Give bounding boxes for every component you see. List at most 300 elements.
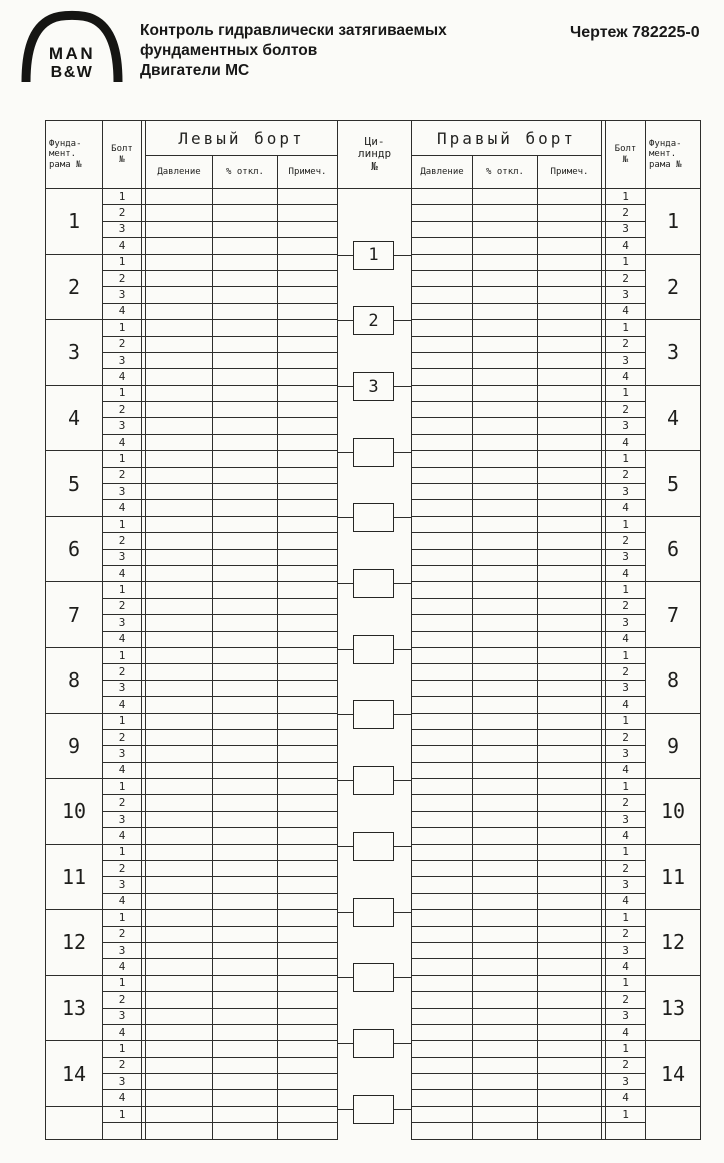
bolt-number-cell-right: 3 (606, 680, 646, 696)
bolt-number-cell-right: 2 (606, 598, 646, 614)
left-remarks-cell (278, 500, 338, 516)
bolt-number-cell-left: 4 (103, 631, 142, 647)
frame-number-cell-left: 5 (46, 451, 103, 517)
left-pressure-cell (146, 484, 213, 500)
bolt-number-cell-left: 1 (103, 844, 142, 860)
bolt-number-cell-left: 2 (103, 926, 142, 942)
left-remarks-cell (278, 565, 338, 581)
right-remarks-cell (538, 254, 602, 270)
right-pressure-cell (412, 631, 473, 647)
left-remarks-cell (278, 828, 338, 844)
bolt-number-cell-left: 4 (103, 959, 142, 975)
bolt-number-cell-left: 3 (103, 746, 142, 762)
right-pressure-cell (412, 221, 473, 237)
right-deviation-cell (473, 1123, 538, 1139)
left-remarks-cell (278, 189, 338, 205)
right-deviation-cell (473, 320, 538, 336)
right-deviation-cell (473, 270, 538, 286)
right-remarks-cell (538, 992, 602, 1008)
bolt-number-cell-left: 1 (103, 910, 142, 926)
right-deviation-cell (473, 434, 538, 450)
left-deviation-cell (213, 631, 278, 647)
left-pressure-cell (146, 992, 213, 1008)
bolt-number-cell-left: 4 (103, 500, 142, 516)
bolt-number-cell-right: 2 (606, 926, 646, 942)
bolt-number-cell-left: 2 (103, 270, 142, 286)
left-deviation-cell (213, 680, 278, 696)
bolt-number-cell-right: 4 (606, 434, 646, 450)
right-deviation-cell (473, 1057, 538, 1073)
bolt-number-cell-right: 3 (606, 942, 646, 958)
right-deviation-cell (473, 565, 538, 581)
right-remarks-cell (538, 1106, 602, 1122)
left-remarks-cell (278, 811, 338, 827)
right-deviation-cell (473, 1024, 538, 1040)
right-deviation-cell (473, 533, 538, 549)
bolt-number-cell-left: 1 (103, 451, 142, 467)
bolt-number-cell-right: 1 (606, 713, 646, 729)
bolt-number-cell-left: 3 (103, 352, 142, 368)
left-remarks-cell (278, 664, 338, 680)
right-pressure-cell (412, 516, 473, 532)
left-pressure-cell (146, 369, 213, 385)
left-deviation-cell (213, 467, 278, 483)
left-pressure-cell (146, 467, 213, 483)
right-pressure-cell (412, 369, 473, 385)
bolt-number-cell-left: 3 (103, 549, 142, 565)
left-remarks-cell (278, 631, 338, 647)
bolt-number-cell-left: 1 (103, 320, 142, 336)
left-deviation-cell (213, 549, 278, 565)
left-pressure-cell (146, 549, 213, 565)
frame-number-cell-left: 1 (46, 189, 103, 255)
bolt-number-cell-right: 3 (606, 615, 646, 631)
cylinder-header-line: линдр (357, 147, 392, 161)
bolt-number-cell-left: 3 (103, 877, 142, 893)
left-pressure-cell (146, 861, 213, 877)
left-deviation-cell (213, 254, 278, 270)
right-remarks-cell (538, 1041, 602, 1057)
col-header-left-side: Левый борт (146, 121, 338, 156)
frame-header-line: рама № (649, 159, 682, 170)
col-header-pressure-right: Давление (412, 156, 473, 189)
bolt-number-cell-left: 4 (103, 434, 142, 450)
bolt-number-cell-left: 1 (103, 516, 142, 532)
left-pressure-cell (146, 877, 213, 893)
right-remarks-cell (538, 320, 602, 336)
right-pressure-cell (412, 910, 473, 926)
left-pressure-cell (146, 664, 213, 680)
bolt-number-cell-right: 1 (606, 451, 646, 467)
left-remarks-cell (278, 893, 338, 909)
bolt-number-cell-left: 4 (103, 697, 142, 713)
right-remarks-cell (538, 287, 602, 303)
bolt-number-cell-left: 1 (103, 189, 142, 205)
left-deviation-cell (213, 336, 278, 352)
right-pressure-cell (412, 762, 473, 778)
left-pressure-cell (146, 254, 213, 270)
cylinder-number-box-empty (353, 766, 394, 795)
bolt-number-cell-left: 2 (103, 861, 142, 877)
right-deviation-cell (473, 189, 538, 205)
left-deviation-cell (213, 942, 278, 958)
bolt-number-cell-left: 1 (103, 975, 142, 991)
bolt-number-cell-left: 2 (103, 402, 142, 418)
right-deviation-cell (473, 959, 538, 975)
left-remarks-cell (278, 467, 338, 483)
right-remarks-cell (538, 369, 602, 385)
left-pressure-cell (146, 910, 213, 926)
left-pressure-cell (146, 811, 213, 827)
bolt-number-cell-right: 2 (606, 664, 646, 680)
bolt-number-cell-right: 4 (606, 893, 646, 909)
right-remarks-cell (538, 582, 602, 598)
left-deviation-cell (213, 484, 278, 500)
bolt-number-cell-right: 1 (606, 975, 646, 991)
right-pressure-cell (412, 1041, 473, 1057)
right-remarks-cell (538, 844, 602, 860)
right-pressure-cell (412, 877, 473, 893)
right-remarks-cell (538, 270, 602, 286)
right-deviation-cell (473, 615, 538, 631)
left-deviation-cell (213, 582, 278, 598)
left-deviation-cell (213, 451, 278, 467)
right-remarks-cell (538, 500, 602, 516)
left-pressure-cell (146, 287, 213, 303)
left-remarks-cell (278, 795, 338, 811)
right-deviation-cell (473, 828, 538, 844)
right-pressure-cell (412, 418, 473, 434)
left-pressure-cell (146, 762, 213, 778)
left-deviation-cell (213, 434, 278, 450)
left-deviation-cell (213, 762, 278, 778)
frame-number-cell-left: 11 (46, 844, 103, 910)
left-pressure-cell (146, 942, 213, 958)
right-pressure-cell (412, 254, 473, 270)
bolt-number-cell-left: 2 (103, 205, 142, 221)
cylinder-number-box: 3 (353, 372, 394, 401)
right-deviation-cell (473, 221, 538, 237)
frame-header-line: мент. (649, 149, 677, 160)
cylinder-number-box-empty (353, 832, 394, 861)
right-deviation-cell (473, 680, 538, 696)
bolt-number-cell-left: 1 (103, 1041, 142, 1057)
col-header-frame-left (46, 121, 103, 189)
right-remarks-cell (538, 779, 602, 795)
right-pressure-cell (412, 746, 473, 762)
bolt-number-cell-left: 2 (103, 336, 142, 352)
left-pressure-cell (146, 336, 213, 352)
left-remarks-cell (278, 320, 338, 336)
left-deviation-cell (213, 861, 278, 877)
right-pressure-cell (412, 811, 473, 827)
left-remarks-cell (278, 647, 338, 663)
left-remarks-cell (278, 1041, 338, 1057)
bolt-number-cell-right: 2 (606, 270, 646, 286)
cylinder-number-box-empty (353, 569, 394, 598)
left-deviation-cell (213, 320, 278, 336)
bolt-number-cell-left: 4 (103, 1024, 142, 1040)
right-deviation-cell (473, 549, 538, 565)
left-deviation-cell (213, 565, 278, 581)
right-remarks-cell (538, 598, 602, 614)
bolt-number-cell-left: 3 (103, 811, 142, 827)
left-remarks-cell (278, 1008, 338, 1024)
left-pressure-cell (146, 926, 213, 942)
right-deviation-cell (473, 697, 538, 713)
right-pressure-cell (412, 680, 473, 696)
left-deviation-cell (213, 828, 278, 844)
bolt-number-cell-left: 2 (103, 664, 142, 680)
bolt-number-cell-left: 1 (103, 647, 142, 663)
bolt-number-cell-right: 2 (606, 992, 646, 1008)
right-deviation-cell (473, 795, 538, 811)
right-pressure-cell (412, 1123, 473, 1139)
right-remarks-cell (538, 434, 602, 450)
right-remarks-cell (538, 959, 602, 975)
left-remarks-cell (278, 582, 338, 598)
right-deviation-cell (473, 1090, 538, 1106)
left-pressure-cell (146, 189, 213, 205)
bolt-number-cell-right: 2 (606, 1057, 646, 1073)
left-pressure-cell (146, 565, 213, 581)
right-remarks-cell (538, 762, 602, 778)
right-pressure-cell (412, 287, 473, 303)
bolt-number-cell-left: 3 (103, 484, 142, 500)
left-remarks-cell (278, 303, 338, 319)
right-deviation-cell (473, 1008, 538, 1024)
cylinder-number-box-empty (353, 1095, 394, 1124)
bolt-number-cell-left: 3 (103, 942, 142, 958)
right-remarks-cell (538, 1008, 602, 1024)
left-deviation-cell (213, 385, 278, 401)
right-deviation-cell (473, 467, 538, 483)
left-pressure-cell (146, 205, 213, 221)
logo-text-bw: B&W (50, 64, 94, 81)
right-remarks-cell (538, 467, 602, 483)
right-pressure-cell (412, 598, 473, 614)
right-remarks-cell (538, 615, 602, 631)
left-remarks-cell (278, 713, 338, 729)
bolt-number-cell-right: 2 (606, 533, 646, 549)
bolt-number-cell-right: 3 (606, 811, 646, 827)
right-pressure-cell (412, 1090, 473, 1106)
right-deviation-cell (473, 205, 538, 221)
col-header-cylinder (338, 121, 412, 189)
right-remarks-cell (538, 336, 602, 352)
bolt-number-cell-right: 3 (606, 484, 646, 500)
frame-number-cell-left: 9 (46, 713, 103, 779)
left-remarks-cell (278, 729, 338, 745)
left-remarks-cell (278, 336, 338, 352)
right-deviation-cell (473, 729, 538, 745)
left-remarks-cell (278, 942, 338, 958)
right-pressure-cell (412, 1074, 473, 1090)
left-remarks-cell (278, 779, 338, 795)
left-remarks-cell (278, 910, 338, 926)
left-deviation-cell (213, 713, 278, 729)
right-deviation-cell (473, 369, 538, 385)
left-remarks-cell (278, 352, 338, 368)
right-pressure-cell (412, 484, 473, 500)
left-remarks-cell (278, 1074, 338, 1090)
left-pressure-cell (146, 779, 213, 795)
left-pressure-cell (146, 385, 213, 401)
col-header-pressure-left: Давление (146, 156, 213, 189)
frame-number-cell-right: 8 (646, 647, 701, 713)
left-remarks-cell (278, 697, 338, 713)
right-pressure-cell (412, 402, 473, 418)
frame-number-cell-left (46, 1106, 103, 1139)
bolt-number-cell-right: 2 (606, 336, 646, 352)
left-deviation-cell (213, 746, 278, 762)
right-deviation-cell (473, 631, 538, 647)
right-remarks-cell (538, 811, 602, 827)
right-remarks-cell (538, 746, 602, 762)
left-remarks-cell (278, 385, 338, 401)
bolt-number-cell-left: 1 (103, 254, 142, 270)
right-remarks-cell (538, 795, 602, 811)
left-pressure-cell (146, 451, 213, 467)
left-pressure-cell (146, 1057, 213, 1073)
left-pressure-cell (146, 1090, 213, 1106)
bolt-number-cell-right: 4 (606, 697, 646, 713)
left-deviation-cell (213, 303, 278, 319)
left-deviation-cell (213, 369, 278, 385)
left-pressure-cell (146, 893, 213, 909)
frame-number-cell-right: 9 (646, 713, 701, 779)
col-header-deviation-right: % откл. (473, 156, 538, 189)
frame-number-cell-right: 3 (646, 320, 701, 386)
right-remarks-cell (538, 680, 602, 696)
left-deviation-cell (213, 1057, 278, 1073)
bolt-number-cell-right: 3 (606, 352, 646, 368)
frame-number-cell-left: 12 (46, 910, 103, 976)
left-deviation-cell (213, 287, 278, 303)
right-remarks-cell (538, 238, 602, 254)
right-remarks-cell (538, 221, 602, 237)
bolt-number-cell-left: 4 (103, 303, 142, 319)
left-remarks-cell (278, 205, 338, 221)
left-remarks-cell (278, 434, 338, 450)
bolt-header-line: Болт (614, 144, 637, 154)
bolt-number-cell-right (606, 1123, 646, 1139)
bolt-number-cell-right: 1 (606, 254, 646, 270)
right-deviation-cell (473, 779, 538, 795)
right-remarks-cell (538, 385, 602, 401)
left-remarks-cell (278, 861, 338, 877)
bolt-number-cell-left: 4 (103, 565, 142, 581)
right-deviation-cell (473, 811, 538, 827)
bolt-number-cell-left: 1 (103, 713, 142, 729)
left-pressure-cell (146, 1041, 213, 1057)
bolt-number-cell-left: 3 (103, 1074, 142, 1090)
bolt-number-cell-right: 3 (606, 549, 646, 565)
right-deviation-cell (473, 713, 538, 729)
bolt-number-cell-right: 1 (606, 647, 646, 663)
right-remarks-cell (538, 1074, 602, 1090)
left-pressure-cell (146, 729, 213, 745)
right-remarks-cell (538, 533, 602, 549)
left-deviation-cell (213, 500, 278, 516)
frame-number-cell-right: 4 (646, 385, 701, 451)
right-pressure-cell (412, 270, 473, 286)
left-deviation-cell (213, 1123, 278, 1139)
right-pressure-cell (412, 795, 473, 811)
left-deviation-cell (213, 729, 278, 745)
left-pressure-cell (146, 582, 213, 598)
cylinder-number-box-empty (353, 503, 394, 532)
col-header-frame-right (646, 121, 701, 189)
right-pressure-cell (412, 664, 473, 680)
left-deviation-cell (213, 189, 278, 205)
left-remarks-cell (278, 418, 338, 434)
right-remarks-cell (538, 910, 602, 926)
bolt-number-cell-right: 2 (606, 402, 646, 418)
right-pressure-cell (412, 320, 473, 336)
bolt-number-cell-right: 1 (606, 516, 646, 532)
left-remarks-cell (278, 1123, 338, 1139)
right-deviation-cell (473, 402, 538, 418)
frame-number-cell-left: 2 (46, 254, 103, 320)
left-deviation-cell (213, 893, 278, 909)
left-remarks-cell (278, 992, 338, 1008)
document-title (140, 21, 540, 81)
left-remarks-cell (278, 484, 338, 500)
cylinder-number-box: 2 (353, 306, 394, 335)
left-pressure-cell (146, 402, 213, 418)
right-remarks-cell (538, 189, 602, 205)
left-deviation-cell (213, 615, 278, 631)
left-pressure-cell (146, 697, 213, 713)
left-deviation-cell (213, 1024, 278, 1040)
bolt-number-cell-left: 1 (103, 1106, 142, 1122)
frame-number-cell-left: 7 (46, 582, 103, 648)
left-deviation-cell (213, 238, 278, 254)
right-pressure-cell (412, 533, 473, 549)
left-pressure-cell (146, 959, 213, 975)
left-remarks-cell (278, 926, 338, 942)
frame-number-cell-left: 3 (46, 320, 103, 386)
right-pressure-cell (412, 1008, 473, 1024)
left-deviation-cell (213, 516, 278, 532)
left-deviation-cell (213, 926, 278, 942)
bolt-number-cell-left: 3 (103, 1008, 142, 1024)
left-remarks-cell (278, 1090, 338, 1106)
left-deviation-cell (213, 664, 278, 680)
left-deviation-cell (213, 352, 278, 368)
left-pressure-cell (146, 795, 213, 811)
right-remarks-cell (538, 975, 602, 991)
bolt-number-cell-right: 1 (606, 1041, 646, 1057)
bolt-number-cell-left: 4 (103, 369, 142, 385)
bolt-number-cell-right: 4 (606, 762, 646, 778)
bolt-number-cell-right: 3 (606, 746, 646, 762)
left-remarks-cell (278, 270, 338, 286)
table-row (46, 189, 701, 205)
right-deviation-cell (473, 893, 538, 909)
right-remarks-cell (538, 697, 602, 713)
right-deviation-cell (473, 484, 538, 500)
bolt-number-cell-left: 2 (103, 729, 142, 745)
left-pressure-cell (146, 647, 213, 663)
bolt-number-cell-left: 3 (103, 418, 142, 434)
col-header-bolt-left (103, 121, 142, 189)
left-pressure-cell (146, 1024, 213, 1040)
left-pressure-cell (146, 1123, 213, 1139)
right-remarks-cell (538, 664, 602, 680)
right-remarks-cell (538, 352, 602, 368)
